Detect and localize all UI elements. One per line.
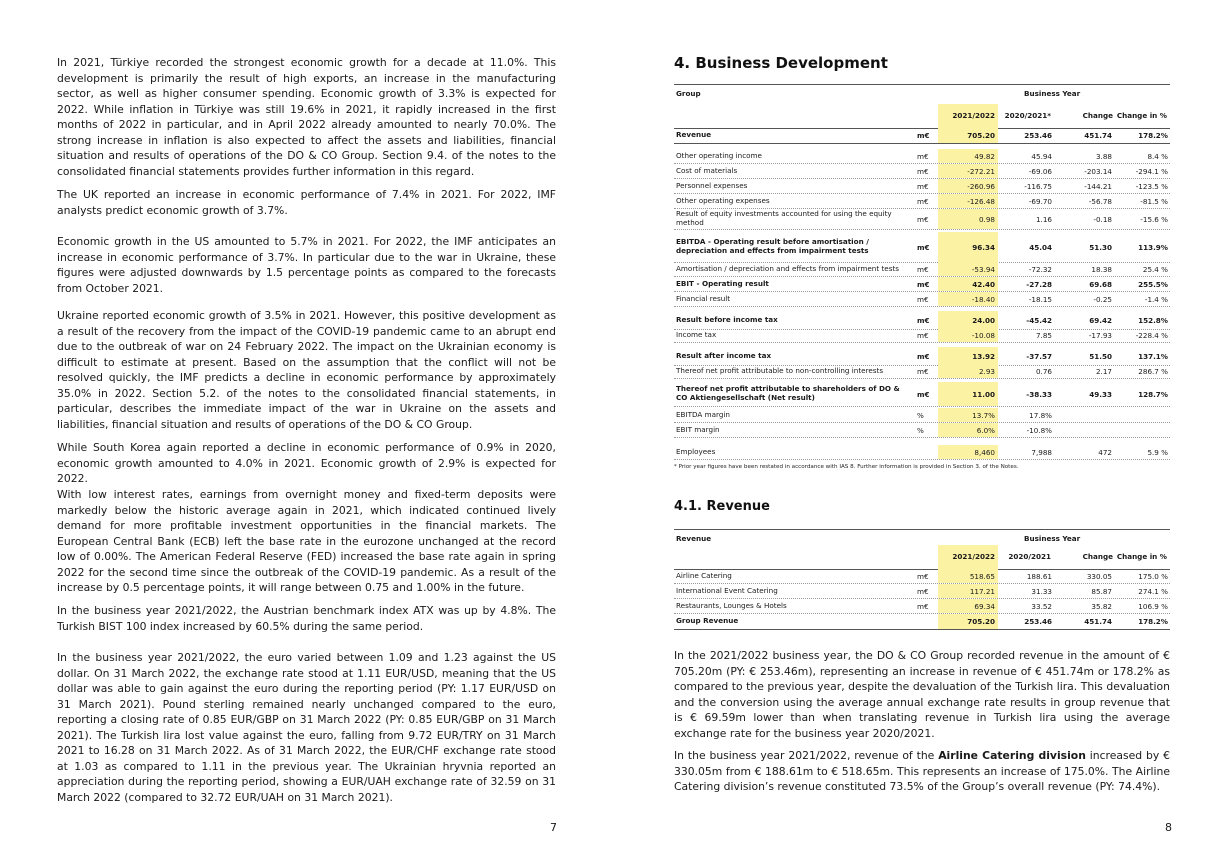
row-label: Thereof net profit attributable to non-controlling interests <box>676 365 884 375</box>
table1-row <box>674 232 1170 263</box>
row-value: -69.70 <box>1028 196 1052 206</box>
paragraph-interest-rates: With low interest rates, earnings from overnight money and fixed-term deposits were markedly below the historic average again in 2021, which indicated continued lively demand for more profitable investment opportunities in the financial markets. The European Central Bank (ECB) left the base rate in the eurozone unchanged at the record low of 0.00%. The American Federal Reserve (FED) increased the base rate again in spring 2022 for the second time since the outbreak of the COVID-19 pandemic. As a result of the increase by 0.5 percentage points, it will range between 0.75 and 1.00% in the future. <box>57 488 556 594</box>
row-value: -18.15 <box>1028 294 1052 304</box>
row-value: -27.28 <box>1026 279 1052 289</box>
row-value: 6.0% <box>938 423 998 437</box>
text-run: In the business year 2021/2022, revenue of the <box>674 749 939 762</box>
row-value: -38.33 <box>1026 389 1052 399</box>
row-unit: m€ <box>917 166 929 176</box>
table1-row <box>674 209 1170 230</box>
row-value: 69.34 <box>938 599 998 613</box>
row-unit <box>917 614 937 629</box>
row-value: 7.85 <box>1035 330 1052 340</box>
row-label: EBITDA margin <box>676 409 730 419</box>
row-value: 2.17 <box>1095 366 1112 376</box>
row-value: -18.40 <box>938 292 998 306</box>
row-value: 253.46 <box>1024 131 1052 140</box>
row-unit: % <box>917 425 924 435</box>
row-value: -69.06 <box>1028 166 1052 176</box>
row-value: 11.00 <box>938 382 998 406</box>
row-label: Financial result <box>676 293 731 303</box>
row-value: 152.8% <box>1138 315 1168 325</box>
row-value: 3.88 <box>1095 151 1112 161</box>
table2-row <box>674 599 1170 614</box>
right-page <box>614 0 1228 868</box>
table2-row <box>674 584 1170 599</box>
row-value: -228.4 % <box>1135 330 1168 340</box>
paragraph-exchange-rates: In the business year 2021/2022, the euro varied between 1.09 and 1.23 against the US dollar. On 31 March 2022, the exchange rate stood at 1.11 EUR/USD, meaning that the US dollar was able to gain against the euro during the reporting period (PY: 1.17 EUR/USD on 31 March 2021). Pound sterling remained nearly unchanged compared to the euro, reporting a closing rate of 0.85 EUR/GBP on 31 March 2022 (PY: 0.85 EUR/GBP on 31 March 2021). The Turkish lira lost value against the euro, falling from 9.72 EUR/TRY on 31 March 2021 to 16.28 on 31 March 2022. As of 31 March 2022, the EUR/CHF exchange rate stood at 1.03 as compared to 1.11 in the previous year. The Ukrainian hryvnia reported an appreciation during the reporting period, showing a EUR/UAH exchange rate of 32.59 on 31 March 2022 (compared to 32.72 EUR/UAH on 31 March 2021). <box>57 651 556 804</box>
table1-top-rule <box>674 84 1170 85</box>
row-value: 705.20 <box>938 614 998 629</box>
table1-row <box>674 445 1170 460</box>
row-unit: m€ <box>917 242 930 252</box>
row-value <box>1054 408 1116 422</box>
row-unit: m€ <box>917 315 930 325</box>
paragraph-ukraine: Ukraine reported economic growth of 3.5% in 2021. However, this positive development as a result of the recovery from the impact of the COVID-19 pandemic came to an abrupt end due to the outbreak of war on 24 February 2022. The impact on the Ukrainian economy is difficult to estimate at present. Based on the assumption that the conflict will not be resolved quickly, the IMF predicts a decline in economic performance by approximately 35.0% in 2022. Section 5.2. of the notes to the consolidated financial statements, in particular, describes the immediate impact of the war in Ukraine on the assets and liabilities, financial situation and results of operations of the DO & CO Group. <box>57 309 556 431</box>
row-value: 35.82 <box>1091 601 1112 611</box>
row-value: -116.75 <box>1024 181 1052 191</box>
paragraph-airline-catering <box>674 748 1170 795</box>
table1-row <box>674 194 1170 209</box>
row-unit <box>917 445 937 459</box>
row-label: Airline Catering <box>676 570 732 580</box>
row-value: 2.93 <box>938 364 998 378</box>
table2-col-header: Change <box>1082 552 1113 561</box>
table1-row <box>674 262 1170 277</box>
row-value: 137.1% <box>1138 351 1168 361</box>
bold-run: Airline Catering division <box>938 749 1086 762</box>
table1-col-header: 2020/2021* <box>1004 111 1051 120</box>
table2-col-header: Change in % <box>1116 552 1167 561</box>
row-label: Other operating income <box>676 150 762 160</box>
row-value: 49.82 <box>938 149 998 163</box>
row-label: Result after income tax <box>676 350 772 360</box>
table2-group-header: Revenue <box>676 534 712 543</box>
row-value: -15.6 % <box>1140 214 1168 224</box>
row-unit: m€ <box>917 181 929 191</box>
row-unit: m€ <box>917 131 930 140</box>
row-value: -10.8% <box>1026 425 1052 435</box>
table1-row <box>674 423 1170 438</box>
row-value: 175.0 % <box>1138 571 1168 581</box>
paragraph-uk: The UK reported an increase in economic performance of 7.4% in 2021. For 2022, IMF analysts predict economic growth of 3.7%. <box>57 188 556 217</box>
row-value: 178.2% <box>1138 617 1168 626</box>
row-unit: m€ <box>917 571 929 581</box>
row-unit: m€ <box>917 294 929 304</box>
revenue-subheading: 4.1. Revenue <box>674 499 770 514</box>
row-unit: m€ <box>917 389 930 399</box>
table1-row <box>674 408 1170 423</box>
row-value: -53.94 <box>938 262 998 276</box>
row-value: -294.1 % <box>1135 166 1168 176</box>
table1-row <box>674 364 1170 379</box>
row-value: 128.7% <box>1138 389 1168 399</box>
row-value: 451.74 <box>1084 617 1112 626</box>
row-value: -126.48 <box>938 194 998 208</box>
row-value: 31.33 <box>1031 586 1052 596</box>
row-label: Employees <box>676 446 716 456</box>
row-value: 24.00 <box>938 311 998 329</box>
table1-row <box>674 382 1170 407</box>
paragraph-turkiye: In 2021, Türkiye recorded the strongest economic growth for a decade at 11.0%. This development is primarily the result of high exports, an increase in the manufacturing sector, as well as higher consumer spending. Economic growth of 3.3% is expected for 2022. While inflation in Türkiye was still 19.6% in 2021, it rapidly increased in the first months of 2022 in particular, and in April 2022 already amounted to nearly 70.0%. The strong increase in inflation is also expected to affect the assets and liabilities, financial situation and results of operations of the DO & CO Group. Section 9.4. of the notes to the consolidated financial statements provides further information in this regard. <box>57 56 556 178</box>
row-value: 96.34 <box>938 232 998 262</box>
row-value: 253.46 <box>1024 617 1052 626</box>
row-value: 0.98 <box>938 209 998 229</box>
row-label: Income tax <box>676 329 717 339</box>
row-value: 518.65 <box>938 569 998 583</box>
row-label: Amortisation / depreciation and effects from impairment tests <box>676 263 899 273</box>
row-label: Personnel expenses <box>676 180 748 190</box>
row-label: EBIT - Operating result <box>676 278 769 288</box>
row-value: 69.68 <box>1089 279 1112 289</box>
row-label: Result of equity investments accounted for using the equity method <box>676 209 892 227</box>
row-value: -81.5 % <box>1140 196 1168 206</box>
row-value: 705.20 <box>938 128 998 143</box>
row-value: 274.1 % <box>1138 586 1168 596</box>
row-unit: m€ <box>917 151 929 161</box>
row-value: 8.4 % <box>1147 151 1168 161</box>
row-label: Other operating expenses <box>676 195 770 205</box>
row-value: 17.8% <box>1029 410 1052 420</box>
table2-col-header: 2020/2021 <box>1008 552 1051 561</box>
section-heading: 4. Business Development <box>674 54 888 72</box>
paragraph-south-korea: While South Korea again reported a decline in economic performance of 0.9% in 2020, economic growth amounted to 4.0% in 2021. Economic growth of 2.9% is expected for 2022. <box>57 441 556 485</box>
row-value: 472 <box>1098 447 1112 457</box>
row-value: -203.14 <box>1084 166 1112 176</box>
row-value: -72.32 <box>1028 264 1052 274</box>
table1-row <box>674 328 1170 343</box>
row-value: -0.25 <box>1093 294 1112 304</box>
row-unit: m€ <box>917 196 929 206</box>
page-number-left: 7 <box>550 821 557 834</box>
table1-row <box>674 164 1170 179</box>
table2-row <box>674 614 1170 630</box>
row-value: 7,988 <box>1031 447 1052 457</box>
row-value: 33.52 <box>1031 601 1052 611</box>
paragraph-indices: In the business year 2021/2022, the Austrian benchmark index ATX was up by 4.8%. The Turkish BIST 100 index increased by 60.5% during the same period. <box>57 604 556 633</box>
row-unit: m€ <box>917 586 929 596</box>
business-development-table <box>674 84 1170 468</box>
row-value <box>1116 423 1170 437</box>
row-value: 51.30 <box>1089 242 1112 252</box>
table1-row <box>674 128 1170 144</box>
row-unit: % <box>917 410 924 420</box>
text-run: increased by € 330.05m from € 188.61m to € 518.65m. This represents an increase of 175.0%. The Airline Catering division’s revenue constituted 73.5% of the Group’s overall revenue (PY: 74.4%). <box>674 749 1170 793</box>
row-value <box>1116 408 1170 422</box>
row-value: 45.94 <box>1031 151 1052 161</box>
table1-col-header: Change <box>1082 111 1113 120</box>
row-value: 113.9% <box>1138 242 1168 252</box>
row-value <box>1054 423 1116 437</box>
row-label: Result before income tax <box>676 314 778 324</box>
row-value: 5.9 % <box>1147 447 1168 457</box>
row-value: -37.57 <box>1026 351 1052 361</box>
row-label: Cost of materials <box>676 165 738 175</box>
table1-row <box>674 149 1170 164</box>
row-value: 188.61 <box>1026 571 1052 581</box>
row-label: EBITDA - Operating result before amortisation / depreciation and effects from impairment tests <box>676 237 869 255</box>
row-value: 178.2% <box>1138 131 1168 140</box>
row-value: -260.96 <box>938 179 998 193</box>
row-value: -1.4 % <box>1144 294 1168 304</box>
row-value: -45.42 <box>1026 315 1052 325</box>
table1-row <box>674 179 1170 194</box>
row-unit: m€ <box>917 214 929 224</box>
row-value: 330.05 <box>1086 571 1112 581</box>
row-value: 13.7% <box>938 408 998 422</box>
row-label: International Event Catering <box>676 585 778 595</box>
table2-col-header: 2021/2022 <box>952 552 995 561</box>
row-label: Group Revenue <box>676 616 739 626</box>
row-value: 8,460 <box>938 445 998 459</box>
table1-col-header: Change in % <box>1116 111 1167 120</box>
row-label: Restaurants, Lounges & Hotels <box>676 600 787 610</box>
row-value: 18.38 <box>1091 264 1112 274</box>
row-value: 25.4 % <box>1142 264 1168 274</box>
row-value: 451.74 <box>1084 131 1112 140</box>
row-value: -123.5 % <box>1135 181 1168 191</box>
row-value: -17.93 <box>1088 330 1112 340</box>
row-value: 1.16 <box>1035 214 1052 224</box>
table1-col-header: 2021/2022 <box>952 111 995 120</box>
table2-row <box>674 569 1170 584</box>
row-value: 106.9 % <box>1138 601 1168 611</box>
revenue-table <box>674 529 1170 631</box>
row-value: -10.08 <box>938 328 998 342</box>
row-value: 45.04 <box>1029 242 1052 252</box>
row-value: 13.92 <box>938 347 998 365</box>
row-unit: m€ <box>917 264 929 274</box>
paragraph-us: Economic growth in the US amounted to 5.7% in 2021. For 2022, the IMF anticipates an increase in economic performance of 3.7%. In particular due to the war in Ukraine, these figures were adjusted downwards by 1.5 percentage points as compared to the forecasts from October 2021. <box>57 235 556 295</box>
table1-row <box>674 277 1170 292</box>
table1-row <box>674 292 1170 307</box>
row-value: 255.5% <box>1138 279 1168 289</box>
row-value: 69.42 <box>1089 315 1112 325</box>
paragraph-group-revenue: In the 2021/2022 business year, the DO & CO Group recorded revenue in the amount of € 705.20m (PY: € 253.46m), representing an increase in revenue of € 451.74m or 178.2% as compared to the previous year, despite the devaluation of the Turkish lira. This devaluation and the conversion using the average annual exchange rate results in group revenue that is € 69.59m lower than when translating revenue in Turkish lira using the average exchange rate for the business year 2020/2021. <box>674 649 1170 740</box>
row-value: 42.40 <box>938 277 998 291</box>
row-unit: m€ <box>917 330 929 340</box>
row-value: -56.78 <box>1088 196 1112 206</box>
row-value: 49.33 <box>1089 389 1112 399</box>
row-label: Revenue <box>676 130 712 140</box>
table1-business-year-header: Business Year <box>1024 89 1081 98</box>
row-label: Thereof net profit attributable to shareholders of DO & CO Aktiengesellschaft (Net result) <box>676 384 900 402</box>
table2-business-year-header: Business Year <box>1024 534 1081 543</box>
row-unit: m€ <box>917 279 930 289</box>
row-value: 85.87 <box>1091 586 1112 596</box>
table2-top-rule <box>674 529 1170 530</box>
row-value: 117.21 <box>938 584 998 598</box>
row-unit: m€ <box>917 366 929 376</box>
table-footnote: * Prior year figures have been restated in accordance with IAS 8. Further information is provided in Section 3. of the Notes. <box>674 464 1019 470</box>
row-value: 286.7 % <box>1138 366 1168 376</box>
row-value: -272.21 <box>938 164 998 178</box>
page-number-right: 8 <box>1165 821 1172 834</box>
table1-group-header: Group <box>676 89 701 98</box>
row-label: EBIT margin <box>676 424 720 434</box>
row-unit: m€ <box>917 601 929 611</box>
row-value: 51.50 <box>1089 351 1112 361</box>
row-value: 0.76 <box>1035 366 1052 376</box>
row-value: -0.18 <box>1093 214 1112 224</box>
row-unit: m€ <box>917 351 930 361</box>
row-value: -144.21 <box>1084 181 1112 191</box>
